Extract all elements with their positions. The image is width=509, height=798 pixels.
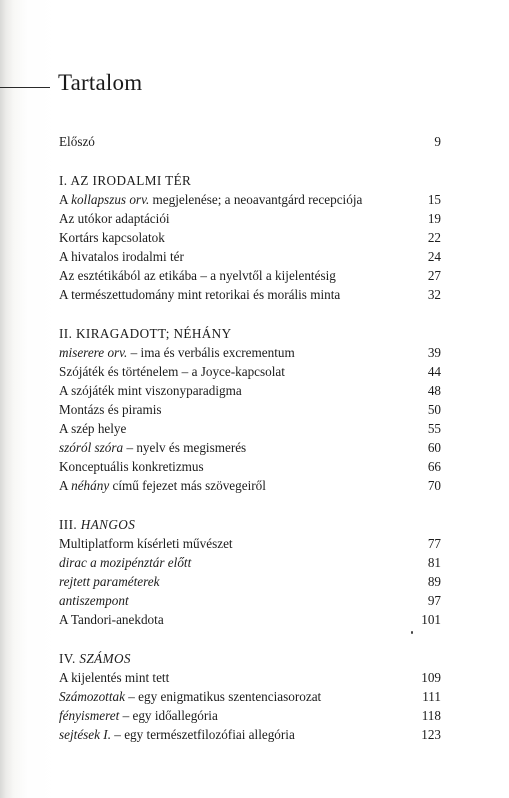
section-heading-part: III. [59,517,81,532]
toc-entry-page: 77 [427,536,441,551]
toc-entry-page: 44 [427,364,441,379]
toc-entry-title [59,610,413,629]
toc-entry [59,228,441,247]
toc-entry-title-part: A természettudomány mint retorikai és morális minta [59,287,341,302]
toc-entry-title-part: című fejezet más szövegeiről [109,478,266,493]
toc-entry [59,362,441,381]
toc-entry-page: 60 [427,440,441,455]
toc-entry-page: 70 [427,478,441,493]
toc-entry-page: 109 [421,670,441,685]
toc-entry-title-part: A szép helye [59,421,127,436]
toc-entry-title [59,553,420,572]
toc-entry [59,725,441,744]
toc-entry-page: 48 [427,383,441,398]
toc-entry [59,247,441,266]
toc-entry [59,285,441,304]
toc-entry [59,553,441,572]
toc-entry-title-part: sejtések I. [59,727,111,742]
toc-entry-title-part: Az utókor adaptációi [59,211,170,226]
toc-entry-title-part: – egy időallegória [119,708,218,723]
toc-entry-page: 81 [427,555,441,570]
section-heading-part: I. AZ IRODALMI TÉR [59,173,192,188]
toc-entry-title-part: – egy természetfilozófiai allegória [111,727,295,742]
toc-entry-page: 27 [427,268,441,283]
toc-entry [59,610,441,629]
section-spacer [59,629,441,649]
toc-entry [59,343,441,362]
section-heading [59,515,441,534]
toc-entry-title [59,476,420,495]
toc-entry-title [59,381,420,400]
toc-entry-page: 22 [427,230,441,245]
toc-entry-title-part: kollapszus orv. [71,192,150,207]
ink-speck [411,631,413,634]
toc-entry [59,476,441,495]
toc-entry-page: 19 [427,211,441,226]
toc-entry-title [59,591,420,610]
toc-entry-title [59,572,420,591]
toc-entry-page: 24 [427,249,441,264]
toc-entry-title-part: A [59,192,72,207]
toc-entry-page: 32 [427,287,441,302]
toc-entry-title [59,209,420,228]
toc-entry-title [59,668,413,687]
toc-entry-title-part: Kortárs kapcsolatok [59,230,165,245]
title-rule [0,87,50,88]
toc-entry-title [59,285,420,304]
toc-entry-page: 15 [427,192,441,207]
toc-entry-page: 39 [427,345,441,360]
toc-entry-page: 89 [427,574,441,589]
toc-entry-title-part: A kijelentés mint tett [59,670,170,685]
toc-entry [59,400,441,419]
toc-entry-title [59,438,420,457]
section-spacer [59,304,441,324]
toc-entry [59,266,441,285]
toc-entry-title-part: Montázs és piramis [59,402,162,417]
toc-entry-title-part: Szójáték és történelem – a Joyce-kapcsolat [59,364,285,379]
page-title: Tartalom [58,70,143,95]
toc-entry [59,706,441,725]
toc-entry-title-part: Konceptuális konkretizmus [59,459,204,474]
section-spacer [59,151,441,171]
toc-entry-title-part: Az esztétikából az etikába – a nyelvtől a kijelentésig [59,268,336,283]
toc-sections [59,151,441,744]
toc-entry-title-part: A [59,478,72,493]
toc-entry [59,668,441,687]
toc-entry [59,438,441,457]
toc-entry-title-part: rejtett paraméterek [59,574,160,589]
toc-entry-foreword [59,132,441,151]
toc-entry-title [59,400,420,419]
toc-entry-title-part: A hivatalos irodalmi tér [59,249,184,264]
toc-entry-title [59,419,420,438]
section-heading-part: HANGOS [80,517,136,532]
toc-entry [59,457,441,476]
toc-entry-page: 66 [427,459,441,474]
toc-entry [59,190,441,209]
section-spacer [59,495,441,515]
section-heading-part: IV. [59,651,80,666]
toc-entry-title [59,534,420,553]
toc-entry-title-part: néhány [71,478,110,493]
toc-entry-title [59,457,420,476]
toc-entry-title [59,362,420,381]
toc-entry-title-part: – ima és verbális excrementum [127,345,295,360]
toc-entry-title-part: antiszempont [59,593,129,608]
toc-entry-page: 50 [427,402,441,417]
toc-entry-title-part: fényismeret [59,708,120,723]
toc-entry-page: 111 [422,689,441,704]
toc-entry-title-part: – egy enigmatikus szentenciasorozat [124,689,322,704]
section-heading [59,324,441,343]
toc-entry-title [59,228,420,247]
toc-entry-title [59,687,414,706]
toc-entry [59,687,441,706]
toc-entry-title: Előszó [59,134,95,149]
toc-entry-page: 9 [434,134,441,149]
toc-entry-page: 123 [421,727,441,742]
toc-entry-page: 97 [427,593,441,608]
toc-entry [59,534,441,553]
toc-entry-title [59,266,420,285]
toc-entry [59,381,441,400]
toc-entry-title [59,343,420,362]
toc-entry-page: 101 [421,612,441,627]
toc-entry-title [59,247,420,266]
toc-entry-title-part: – nyelv és megismerés [123,440,247,455]
section-heading-part: SZÁMOS [79,651,131,666]
toc-entry-title-part: A szójáték mint viszonyparadigma [59,383,242,398]
toc-entry [59,209,441,228]
toc-entry-title-part: dirac a mozipénztár előtt [59,555,192,570]
toc-entry-title-part: A Tandori-anekdota [59,612,164,627]
section-heading [59,649,441,668]
toc-entry-title [59,706,414,725]
section-heading [59,171,441,190]
toc-entry-page: 55 [427,421,441,436]
toc-entry [59,419,441,438]
toc-entry [59,572,441,591]
toc-entry-title [59,725,413,744]
toc-entry-title-part: Multiplatform kísérleti művészet [59,536,233,551]
toc-entry-title-part: Számozottak [59,689,125,704]
table-of-contents [59,132,441,744]
toc-entry-title-part: szóról szóra [59,440,124,455]
toc-entry [59,591,441,610]
toc-entry-title [59,190,420,209]
toc-entry-page: 118 [421,708,441,723]
toc-entry-title-part: megjelenése; a neoavantgárd recepciója [149,192,363,207]
section-heading-part: II. KIRAGADOTT; NÉHÁNY [59,326,232,341]
toc-entry-title-part: miserere orv. [59,345,128,360]
